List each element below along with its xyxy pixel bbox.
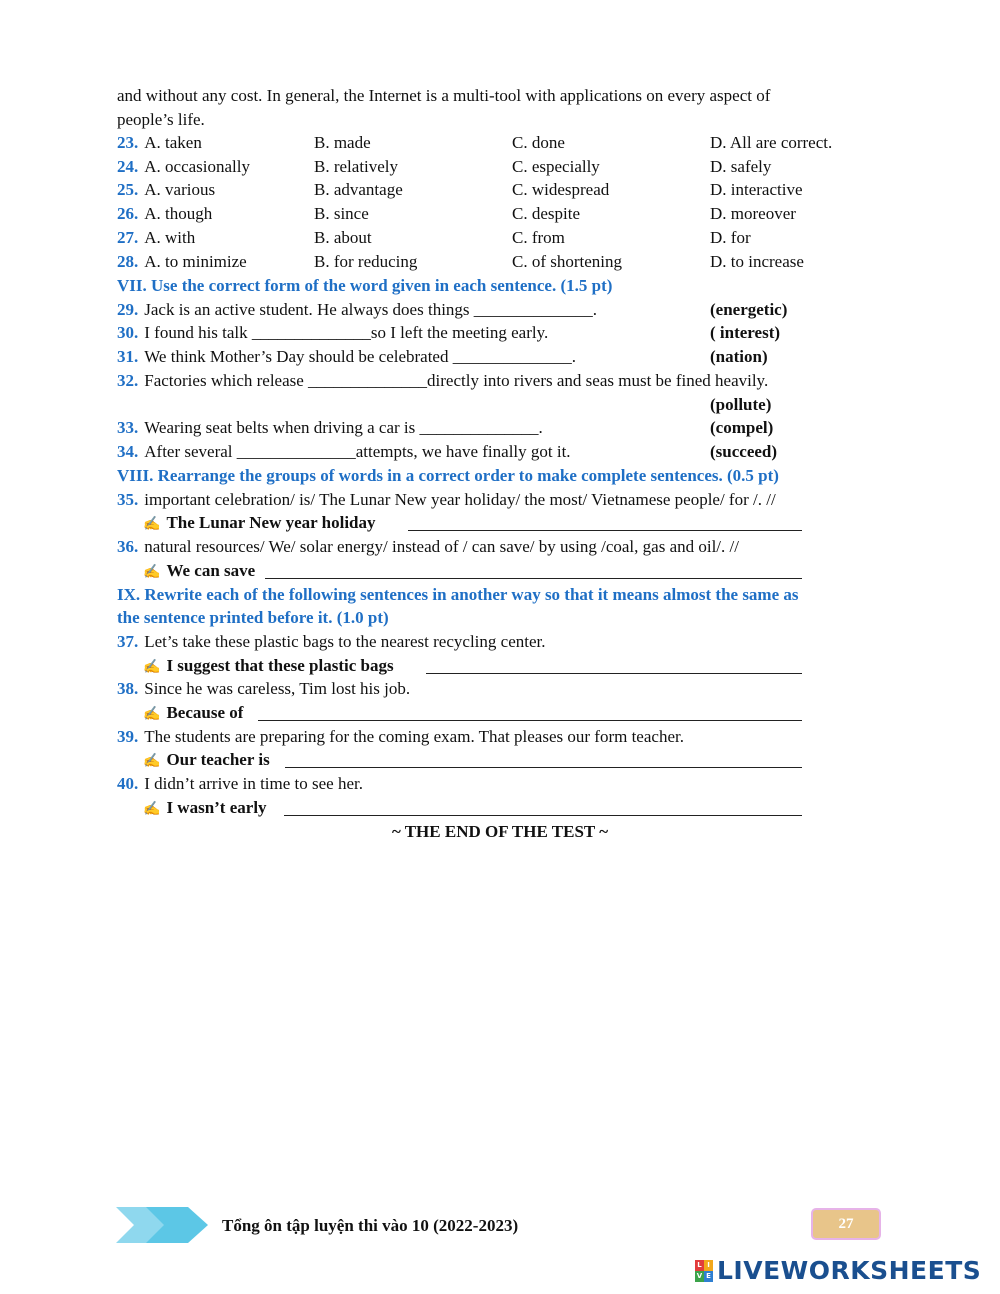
question-text: We think Mother’s Day should be celebrated ______________. (144, 347, 576, 366)
liveworksheets-logo[interactable] (695, 1256, 981, 1285)
question-number: 26. (117, 204, 139, 223)
answer-prompt (143, 798, 267, 820)
pen-icon: ✍ (143, 517, 161, 532)
rearrange-question (117, 490, 776, 510)
question-text: Wearing seat belts when driving a car is ______________. (144, 418, 543, 437)
answer-starter: Because of (166, 703, 244, 722)
question-number: 25. (117, 180, 139, 199)
question-text: After several ______________attempts, we have finally got it. (144, 442, 571, 461)
pen-icon: ✍ (143, 660, 161, 675)
word-form-question (117, 323, 548, 343)
option-a[interactable]: A. occasionally (144, 157, 250, 176)
question-number: 31. (117, 347, 139, 366)
word-hint: ( interest) (710, 323, 781, 342)
question-number: 24. (117, 157, 139, 176)
answer-prompt (143, 513, 376, 535)
question-number: 27. (117, 228, 139, 247)
answer-starter: Our teacher is (166, 750, 270, 769)
option-b[interactable]: B. for reducing (314, 252, 418, 271)
answer-blank[interactable] (284, 815, 802, 816)
word-hint: (pollute) (710, 395, 772, 414)
option-b[interactable]: B. since (314, 204, 369, 223)
word-form-question (117, 300, 597, 320)
rewrite-question (117, 774, 363, 794)
question-number: 33. (117, 418, 139, 437)
answer-prompt (143, 656, 394, 678)
answer-prompt (143, 561, 255, 583)
question-number: 30. (117, 323, 139, 342)
page-number-badge (811, 1208, 881, 1240)
answer-starter: We can save (166, 561, 256, 580)
word-form-question (117, 371, 768, 391)
question-text: important celebration/ is/ The Lunar New year holiday/ the most/ Vietnamese people/ for /. // (144, 490, 776, 509)
logo-tile: L (695, 1260, 704, 1271)
question-number: 38. (117, 679, 139, 698)
answer-blank[interactable] (285, 767, 802, 768)
pen-icon: ✍ (143, 565, 161, 580)
option-c[interactable]: C. from (512, 228, 565, 247)
pen-icon: ✍ (143, 754, 161, 769)
question-number: 40. (117, 774, 139, 793)
word-hint: (energetic) (710, 300, 788, 319)
rewrite-question (117, 632, 545, 652)
passage-line-1: and without any cost. In general, the Internet is a multi-tool with applications on every aspect of (117, 86, 771, 105)
answer-prompt (143, 750, 270, 772)
option-b[interactable]: B. advantage (314, 180, 403, 199)
answer-starter: The Lunar New year holiday (166, 513, 376, 532)
question-text: Jack is an active student. He always does things ______________. (144, 300, 598, 319)
option-d[interactable]: D. All are correct. (710, 133, 833, 152)
option-a[interactable]: A. various (144, 180, 216, 199)
option-c[interactable]: C. of shortening (512, 252, 623, 271)
option-c[interactable]: C. widespread (512, 180, 610, 199)
option-a[interactable]: A. though (144, 204, 213, 223)
rewrite-question (117, 679, 410, 699)
answer-blank[interactable] (408, 530, 802, 531)
question-number: 32. (117, 371, 139, 390)
option-d[interactable]: D. to increase (710, 252, 804, 271)
option-b[interactable]: B. made (314, 133, 371, 152)
question-number: 34. (117, 442, 139, 461)
question-number: 36. (117, 537, 139, 556)
answer-blank[interactable] (258, 720, 802, 721)
option-d[interactable]: D. interactive (710, 180, 803, 199)
question-text: Let’s take these plastic bags to the nearest recycling center. (144, 632, 546, 651)
question-text: The students are preparing for the coming exam. That pleases our form teacher. (144, 727, 684, 746)
question-text: I didn’t arrive in time to see her. (144, 774, 363, 793)
liveworksheets-logo-icon (695, 1260, 713, 1282)
logo-tile: E (704, 1271, 713, 1282)
question-number: 39. (117, 727, 139, 746)
logo-tile: I (704, 1260, 713, 1271)
pen-icon: ✍ (143, 802, 161, 817)
pen-icon: ✍ (143, 707, 161, 722)
option-d[interactable]: D. for (710, 228, 751, 247)
option-a[interactable]: A. taken (144, 133, 202, 152)
end-of-test: ~ THE END OF THE TEST ~ (391, 822, 609, 841)
rewrite-question (117, 727, 684, 747)
section-8-heading: VIII. Rearrange the groups of words in a correct order to make complete sentences. (0.5 pt) (117, 466, 779, 485)
word-hint: (nation) (710, 347, 768, 366)
answer-blank[interactable] (426, 673, 802, 674)
option-c[interactable]: C. done (512, 133, 565, 152)
section-9-heading: IX. Rewrite each of the following sentences in another way so that it means almost the same as (117, 585, 799, 604)
option-c[interactable]: C. especially (512, 157, 600, 176)
question-number: 37. (117, 632, 139, 651)
answer-starter: I suggest that these plastic bags (166, 656, 394, 675)
question-number: 23. (117, 133, 139, 152)
option-b[interactable]: B. about (314, 228, 372, 247)
section-9-heading-cont: the sentence printed before it. (1.0 pt) (117, 608, 389, 627)
footer-title: Tổng ôn tập luyện thi vào 10 (2022-2023) (222, 1216, 519, 1235)
passage-line-2: people’s life. (117, 110, 205, 129)
word-form-question (117, 418, 543, 438)
page-number: 27 (838, 1215, 854, 1232)
option-a[interactable]: A. to minimize (144, 252, 247, 271)
option-a[interactable]: A. with (144, 228, 196, 247)
question-number: 29. (117, 300, 139, 319)
question-text: Factories which release ______________directly into rivers and seas must be fined heavily. (144, 371, 769, 390)
question-text: natural resources/ We/ solar energy/ instead of / can save/ by using /coal, gas and oil/. // (144, 537, 739, 556)
option-c[interactable]: C. despite (512, 204, 580, 223)
word-form-question (117, 442, 571, 462)
question-number: 28. (117, 252, 139, 271)
answer-prompt (143, 703, 243, 725)
logo-tile: V (696, 1271, 703, 1280)
chevron-arrow-icon (116, 1207, 208, 1243)
option-b[interactable]: B. relatively (314, 157, 399, 176)
rearrange-question (117, 537, 739, 557)
word-hint: (succeed) (710, 442, 778, 461)
section-7-heading: VII. Use the correct form of the word given in each sentence. (1.5 pt) (117, 276, 613, 295)
question-number: 35. (117, 490, 139, 509)
word-hint: (compel) (710, 418, 774, 437)
answer-blank[interactable] (265, 578, 802, 579)
question-text: Since he was careless, Tim lost his job. (144, 679, 411, 698)
option-d[interactable]: D. safely (710, 157, 772, 176)
option-d[interactable]: D. moreover (710, 204, 796, 223)
answer-starter: I wasn’t early (166, 798, 267, 817)
liveworksheets-wordmark: LIVEWORKSHEETS (717, 1256, 982, 1285)
question-text: I found his talk ______________so I left the meeting early. (144, 323, 549, 342)
word-form-question (117, 347, 576, 367)
